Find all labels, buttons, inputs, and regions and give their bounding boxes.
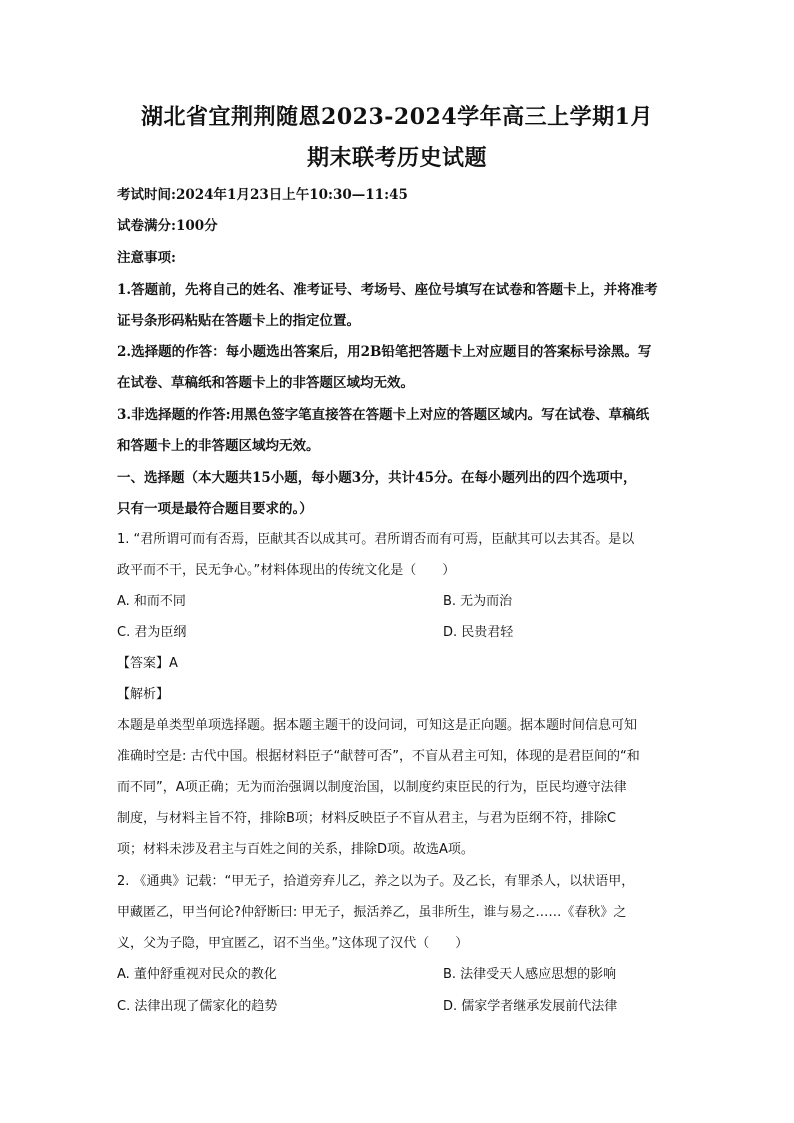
notice-item-3-cont: 和答题卡上的非答题区域均无效。 (117, 438, 320, 454)
notice-item-2-cont: 在试卷、草稿纸和答题卡上的非答题区域均无效。 (117, 375, 414, 391)
notice-item-2: 2.选择题的作答：每小题选出答案后，用2B铅笔把答题卡上对应题目的答案标号涂黑。写 (117, 344, 652, 360)
q2-stem-cont: 甲藏匿乙，甲当何论?仲舒断曰: 甲无子，振活养乙，虽非所生，谁与易之……《春秋》之 (117, 905, 627, 920)
q1-analysis-line: 制度，与材料主旨不符，排除B项；材料反映臣子不盲从君主，与君为臣纲不符，排除C (117, 811, 616, 826)
document-title-line2: 期末联考历史试题 (306, 145, 487, 171)
notice-item-3: 3.非选择题的作答:用黑色签字笔直接答在答题卡上对应的答题区域内。写在试卷、草稿纸 (117, 407, 650, 423)
q1-stem-cont: 政平而不干，民无争心。”材料体现出的传统文化是（ ） (117, 563, 456, 578)
document-title-line1: 湖北省宜荆荆随恩2023-2024学年高三上学期1月 (141, 104, 653, 130)
q1-analysis-line: 准确时空是: 古代中国。根据材料臣子“献替可否”，不盲从君主可知，体现的是君臣间的“和 (117, 749, 640, 764)
q2-option-c: C. 法律出现了儒家化的趋势 (117, 999, 278, 1014)
full-score: 试卷满分:100分 (117, 218, 218, 234)
q1-answer: 【答案】A (117, 656, 178, 671)
notice-item-1-cont: 证号条形码粘贴在答题卡上的指定位置。 (117, 313, 360, 329)
q2-option-b: B. 法律受天人感应思想的影响 (443, 967, 617, 982)
q1-option-d: D. 民贵君轻 (443, 625, 514, 640)
notice-item-1: 1.答题前，先将自己的姓名、准考证号、考场号、座位号填写在试卷和答题卡上，并将准考 (117, 282, 658, 298)
q1-option-b: B. 无为而治 (443, 594, 513, 609)
q1-analysis-line: 项；材料未涉及君主与百姓之间的关系，排除D项。故选A项。 (117, 842, 474, 857)
section-heading-cont: 只有一项是最符合题目要求的。） (117, 501, 313, 517)
exam-time: 考试时间:2024年1月23日上午10:30—11:45 (117, 187, 408, 203)
q1-analysis-line: 而不同”，A项正确；无为而治强调以制度治国，以制度约束臣民的行为，臣民均遵守法律 (117, 780, 627, 795)
q2-stem: 2. 《通典》记载：“甲无子，拾道旁弃儿乙，养之以为子。及乙长，有罪杀人，以状语甲， (117, 874, 635, 889)
q1-analysis-label: 【解析】 (117, 687, 170, 702)
notice-heading: 注意事项: (117, 250, 176, 266)
q2-option-a: A. 董仲舒重视对民众的教化 (117, 967, 277, 982)
q1-option-a: A. 和而不同 (117, 594, 186, 609)
q1-stem: 1. “君所谓可而有否焉，臣献其否以成其可。君所谓否而有可焉，臣献其可以去其否。是以 (117, 532, 635, 547)
section-heading: 一、选择题（本大题共15小题，每小题3分，共计45分。在每小题列出的四个选项中， (117, 470, 637, 486)
q1-option-c: C. 君为臣纲 (117, 625, 187, 640)
q1-analysis-line: 本题是单类型单项选择题。据本题主题干的设问词，可知这是正向题。据本题时间信息可知 (117, 718, 638, 733)
q2-option-d: D. 儒家学者继承发展前代法律 (443, 999, 618, 1014)
q2-stem-cont: 义，父为子隐，甲宜匿乙，诏不当坐。”这体现了汉代（ ） (117, 936, 469, 951)
